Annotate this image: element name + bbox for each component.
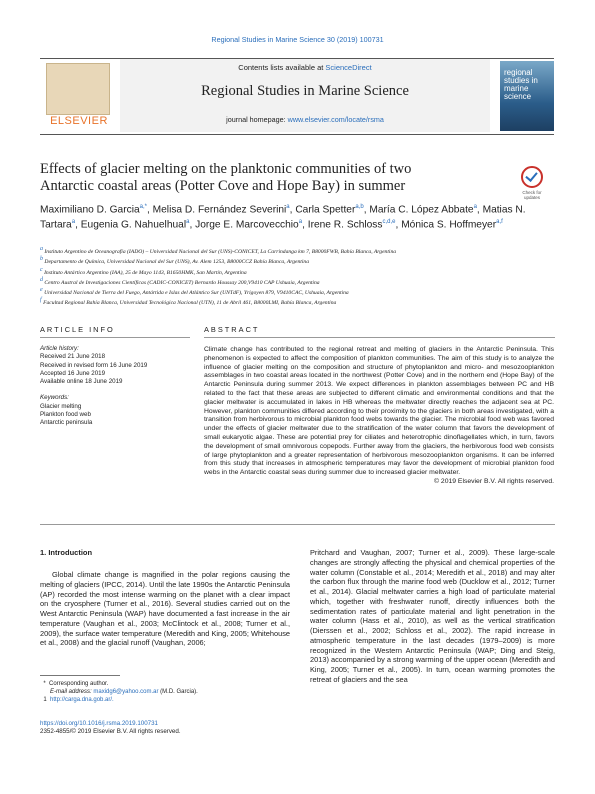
article-title: Effects of glacier melting on the planktonic communities of two Antarctic coastal areas (Potter Cove and Hope Bay) in summer (40, 161, 412, 194)
journal-cover[interactable] (500, 61, 554, 131)
copyright: © 2019 Elsevier B.V. All rights reserved. (434, 477, 554, 485)
elsevier-logo (40, 61, 118, 131)
abstract-text: Climate change has contributed to the regional retreat and melting of glaciers in the Antarctic Peninsula. This phenomenon is expected to affect the composition of plankton communities. The aim of this study is to analyze the influence of glacier melting on the composition and structure of phytoplankton and micro- and mesozooplankton assemblages in two coastal areas located in the northwest (Potter Cove) and in the northern end (Hope Bay) of the Antarctic Peninsula during summer 2013. We expect differences in plankton assemblages between PC and HB related to the fact that these areas are subjected to different climatic and environmental conditions and that the glacier meltwater is accumulated in lakes in HB whereas the meltwater directly reaches the adjacent sea at PC. However, plankton communities differed according to their proximity to the glaciers in both areas investigated, with a transition from herbivorous to microbial plankton food webs towards the glacier. The microbial food web was favored under the effects of glacier meltwater due to the stratification of the water column that favors the development of small eukaryotic algae. These are potential prey for ciliates and heterotrophic dinoflagellates which, in turn, favors the development of small omnivorous copepods. Further away from the glaciers, the herbivorous food web consists of large phytoplankton and a greater representation of herbivorous mesozooplankton organisms. It can be inferred from this study that increases in atmospheric temperatures may favor the development of microbial plankton food webs in the Antarctic coastal seas during summer due to increased glacier meltwater. (204, 346, 554, 477)
affiliation-text: Instituto Antártico Argentino (IAA), 25 de Mayo 1143, B1650HMK, San Martín, Argentina (42, 269, 247, 276)
author-affiliation-marker[interactable]: a,* (139, 204, 147, 210)
affiliation-text: Instituto Argentino de Oceanografía (IADO) – Universidad Nacional del Sur (UNS)-CONICET, La Carrindanga km 7, B8000FWB, Bahía Blanca, Argentina (43, 248, 397, 255)
divider (204, 337, 555, 338)
intro-column-1 (40, 570, 290, 648)
affiliation-text: Departamento de Química, Universidad Nacional del Sur (UNS), Av. Alem 1253, B8000CCZ Bahía Blanca, Argentina (43, 259, 309, 266)
abstract-heading: ABSTRACT (204, 325, 260, 334)
doi-link[interactable]: https://doi.org/10.1016/j.rsma.2019.100731 (40, 720, 158, 727)
affiliation-key: d (40, 276, 43, 283)
history-label: Article history: (40, 345, 79, 352)
email-suffix: (M.D. Garcia). (158, 689, 198, 695)
intro-column-2 (310, 548, 555, 685)
homepage-link[interactable]: www.elsevier.com/locate/rsma (287, 115, 384, 124)
author-affiliation-marker[interactable]: a (186, 219, 190, 226)
divider (40, 524, 555, 525)
tree-icon (46, 63, 110, 115)
journal-reference[interactable]: Regional Studies in Marine Science 30 (2019) 100731 (211, 35, 384, 44)
check-icon (521, 166, 543, 188)
author-name[interactable]: María C. López Abbate (369, 204, 474, 216)
keyword-item[interactable]: Glacier melting (40, 402, 82, 410)
footnote-1: 1 http://carga.dna.gob.ar/. (40, 697, 114, 703)
author-affiliation-marker[interactable]: a (286, 204, 290, 210)
contents-line (120, 63, 490, 72)
author-name[interactable]: Matias N. Tartara (40, 204, 526, 231)
keyword-item[interactable]: Plankton food web (40, 411, 91, 419)
author-name[interactable]: Melisa D. Fernández Severini (152, 204, 287, 216)
email-link[interactable]: maxidg6@yahoo.com.ar (93, 689, 159, 695)
keywords-label: Keywords: (40, 394, 69, 402)
author-list: Maximiliano D. Garcia$^{a,*}$, Melisa D. Fernández Severini$^a$, Carla Spetter$^{a,b}$, María C. López Abbate$^a$, Matias N. Tartara$^a$, Eugenia G. Nahuelhual$^a$, Jorge E. Marcovecchio$^a$, Irene R. Schloss$^{c,d,e}$, Mónica S. Hoffmeyer$^{a,f}$ (40, 204, 526, 231)
author-name[interactable]: Irene R. Schloss (307, 219, 383, 231)
bottom-info (40, 720, 181, 736)
header-center (120, 59, 490, 132)
author-affiliation-marker[interactable]: a (473, 204, 477, 210)
intro-paragraph: Global climate change is magnified in the polar regions causing the melting of glaciers (IPCC, 2014). Until the late 1990s the Antarctic Peninsula (AP) recorded the most intense warming on the planet with a clear impact on the cryosphere (Turner et al., 2016). Several studies carried out on the West Antarctic Peninsula (WAP) have documented a fast increase in the air temperature (Vaughan et al., 2003; McClintock et al., 2008; Turner et al., 2009), the surface water temperature (Meredith and King, 2005; Whitehouse et al., 2008) and the glacial runoff (Vaughan, 2006; (40, 570, 290, 648)
abstract (204, 346, 554, 487)
affiliation-text: Universidad Nacional de Tierra del Fuego, Antártida e Islas del Atlántico Sur (UNTdF), Yrigoyen 879, V9410CAC, Ushuaia, Argentina (42, 289, 349, 296)
homepage-line (120, 115, 490, 124)
article-info-heading: ARTICLE INFO (40, 325, 115, 334)
author-affiliation-marker[interactable]: c,d,e (382, 219, 396, 226)
affiliation-text: Centro Austral de Investigaciones Científicas (CADIC-CONICET) Bernardo Houssay 200,V9410 CAP Ushuaia, Argentina (43, 279, 320, 286)
check-for-updates-badge[interactable] (517, 166, 547, 202)
affiliation-key: c (40, 266, 43, 273)
affiliation-item (40, 297, 555, 307)
contents-prefix: Contents lists available at (238, 63, 326, 72)
history-item: Received in revised form 16 June 2019 (40, 361, 148, 369)
author-affiliation-marker[interactable]: a (71, 219, 76, 226)
author-affiliation-marker[interactable]: a,b (355, 204, 364, 210)
history-list (40, 353, 190, 386)
history-item: Accepted 16 June 2019 (40, 369, 106, 377)
affiliation-item (40, 277, 555, 287)
author-name[interactable]: Mónica S. Hoffmeyer (401, 219, 497, 231)
author-name[interactable]: Maximiliano D. Garcia (40, 204, 140, 216)
keyword-item[interactable]: Antarctic peninsula (40, 419, 93, 427)
affiliation-text: Facultad Regional Bahía Blanca, Universidad Tecnológica Nacional (UTN), 11 de Abril 461, B8000LMI, Bahía Blanca, Argentina (41, 300, 337, 307)
email-label: E-mail address: (50, 689, 94, 695)
footnote-divider (40, 675, 120, 676)
affiliation-item (40, 267, 555, 277)
author-affiliation-marker[interactable]: a,f (496, 219, 503, 226)
author-affiliation-marker[interactable]: a (298, 219, 303, 226)
introduction-heading: 1. Introduction (40, 548, 93, 557)
history-item: Received 21 June 2018 (40, 353, 106, 361)
email-note (40, 688, 290, 696)
divider (40, 337, 190, 338)
check-text: Check for updates (522, 190, 542, 200)
affiliation-key: b (40, 256, 43, 263)
footnote-1-link[interactable]: http://carga.dna.gob.ar/. (50, 697, 114, 703)
affiliation-item (40, 287, 555, 297)
affiliation-key: e (40, 287, 43, 294)
keywords-list (40, 403, 190, 428)
history-item: Available online 18 June 2019 (40, 378, 123, 386)
homepage-prefix: journal homepage: (226, 115, 288, 124)
author-name[interactable]: Eugenia G. Nahuelhual (80, 219, 187, 231)
affiliation-item (40, 246, 555, 256)
issn-line: 2352-4855/© 2019 Elsevier B.V. All rights reserved. (40, 728, 181, 735)
corresponding-note: * Corresponding author. (40, 681, 109, 687)
article-info (40, 345, 190, 428)
publisher-name: ELSEVIER (50, 115, 108, 127)
author-name[interactable]: Jorge E. Marcovecchio (195, 219, 299, 231)
author-name[interactable]: Carla Spetter (295, 204, 356, 216)
affiliation-item (40, 256, 555, 266)
affiliation-key: a (40, 246, 43, 252)
footnotes (40, 680, 290, 704)
journal-header (40, 58, 554, 135)
corresponding-text: Corresponding author. (49, 681, 109, 687)
sciencedirect-link[interactable]: ScienceDirect (325, 63, 372, 72)
intro-paragraph-continued: Pritchard and Vaughan, 2007; Turner et al., 2009). These large-scale changes are strongly affecting the physical and chemical properties of the water column (Constable et al., 2014; Meredith et al., 2018) and may alter the carbon flux through the marine food web (Ducklow et al., 2012; Turner et al., 2014). Glacial meltwater carries a high load of particulate material which, together with freshwater runoff, directly influences both the sedimentation rates of particulate material and light penetration in the water column (Hass et al., 2010), as well as the vertical stratification (Dierssen et al., 2002; Schloss et al., 2002). The rapid increase in atmospheric temperature in the last decades (1979–2009) is more recognized in the Western Antarctic Peninsula (WAP; Ding and Steig, 2013) accompanied by a strong warming of the upper ocean (Meredith and King, 2005; Turner et al., 2005). In turn, ocean warming promotes the retreat of glaciers and the sea (310, 548, 555, 684)
journal-title: Regional Studies in Marine Science (201, 83, 409, 99)
cover-title: regional studies in marine science (504, 68, 538, 101)
affiliation-key: f (40, 297, 42, 304)
affiliations (40, 246, 555, 308)
